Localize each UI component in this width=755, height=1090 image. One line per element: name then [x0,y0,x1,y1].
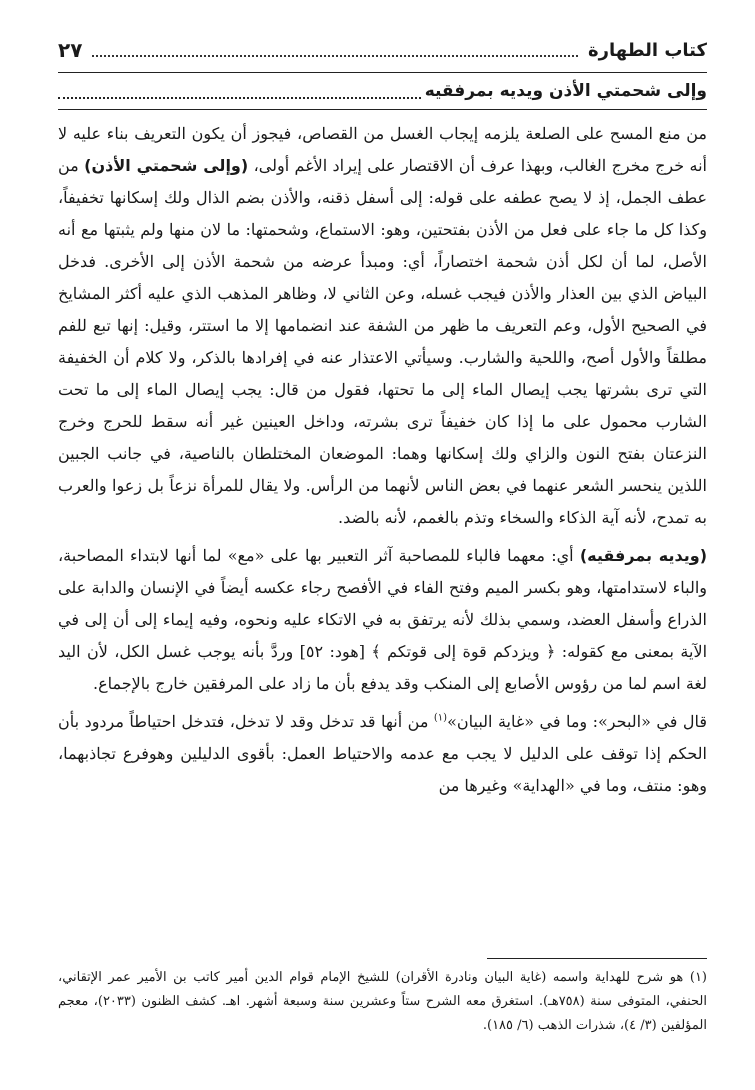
matn-dotted-leader [58,83,421,99]
header-dotted-leader [92,43,578,57]
footnote-reference[interactable]: (١) [433,712,448,724]
p3-text-b: من أنها قد تدخل وقد لا تدخل، فتدخل احتياطاً مردود بأن الحكم إذا توقف على الدليل لا يجب مع عدمه والاحتياط العمل: بأقوى الدليلين وهوفرع تجاذبهما، وهو: منتف، وما في «الهداية» وغيرها من [58,712,707,795]
main-text [58,118,707,802]
paragraph-1 [58,118,707,534]
page-number: ٢٧ [58,38,83,62]
matn-rule [58,109,707,110]
matn-heading [58,73,707,109]
paragraph-2 [58,540,707,700]
chapter-title: كتاب الطهارة [587,39,707,61]
p1-matn-quote: (وإلى شحمتي الأذن) [84,156,249,175]
p2-text: أي: معهما فالباء للمصاحبة آثر التعبير بها على «مع» لما أنها لابتداء المصاحبة، والباء لاستدامتها، وهو بكسر الميم وفتح الفاء في الأفصح رجاء عكسه أيضاً في الإنسان والدابة على الذراع وأسفل العضد، وسمي بذلك لأنه يرتفق به في الاتكاء عليه ونحوه، وفيه إيماء إلى أن إلى في الآية بمعنى مع كقوله: ﴿ ويزدكم قوة إلى قوتكم ﴾ [هود: ٥٢] وردَّ بأنه يوجب غسل الكل، لأن اليد لغة اسم لما من رؤوس الأصابع إلى المنكب وقد يدفع بأن ما زاد على المرفقين خارج بالإجماع. [58,546,708,693]
footnote: (١) هو شرح للهداية واسمه (غاية البيان ونادرة الأقران) للشيخ الإمام قوام الدين أمير كاتب بن الأمير عمر الإتقاني، الحنفي، المتوفى سنة (٧٥٨هـ). استغرق معه الشرح ستاً وعشرين سنة وسبعة أشهر. اهـ. كشف الظنون (٢٠٣٣)، معجم المؤلفين (٣/ ٤)، شذرات الذهب (٦/ ١٨٥). [58,970,707,1033]
p1-text-b: من عطف الجمل، إذ لا يصح عطفه على قوله: إلى أسفل ذقنه، والأذن بضم الذال ولك إسكانها تخفيفاً، وكذا كل ما جاء على فعل من الأذن بفتحتين، وهو: الاستماع، وشحمتها: ما لان منها ولم يثبتها مع أنه الأصل، لما أن لكل أذن شحمة اختصاراً، أي: ومبدأ عرضه من شحمة الأذن إلى الأخرى. فدخل البياض الذي بين العذار والأذن فيجب غسله، وعن الثاني لا، وظاهر المذهب الذي عليه أكثر المشايخ في الصحيح الأول، وعم التعريف ما ظهر من الشفة عند انضمامها إلا ما استتر، وقيل: إنها تبع للفم مطلقاً والأول أصح، واللحية والشارب. وسيأتي الاعتذار عنه في إفرادها بالذكر، ولا كلام أن الخفيفة التي ترى بشرتها يجب إيصال الماء إلى ما تحتها، فقول من قال: يجب إيصال الماء إلى ما تحت الشارب محمول على ما إذا كان خفيفاً ترى بشرته، وداخل العينين غير أنه سقط للحرج وخرج النزعتان بفتح النون والزاي ولك إسكانها وهما: الموضعان المختلطان بالناصية، في جانب الجبين اللذين ينحسر الشعر عنهما في بعض الناس لأنهما من الرأس. ولا يقال للمرأة نزعاً بل زعوا والعرب به تمدح، لأنه آية الذكاء والسخاء وتذم بالغمم، لأنه بالضد. [58,156,708,527]
p2-matn-quote: (ويديه بمرفقيه) [579,546,708,565]
footnote-rule [487,958,707,959]
p3-text-a: قال في «البحر»: وما في «غاية البيان» [447,712,708,731]
p1-text-a: من منع المسح على الصلعة يلزمه إيجاب الغسل من القصاص، فيجوز أن يكون التعريف بناء عليه لا أنه خرج مخرج الغالب، وبهذا عرف أن الاقتصار على إيراد الأغم أولى، [58,124,707,175]
matn-text: وإلى شحمتي الأذن ويديه بمرفقيه [424,81,707,101]
running-header [58,32,707,68]
paragraph-3 [58,706,707,802]
